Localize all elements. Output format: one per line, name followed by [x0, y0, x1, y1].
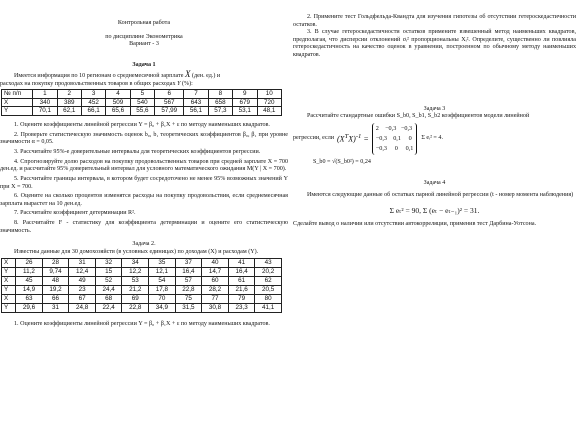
- discipline-line: по дисциплине Эконометрика: [105, 33, 183, 40]
- row-label: Y: [2, 107, 33, 116]
- table-cell: 2: [57, 89, 81, 98]
- table-cell: 4: [106, 89, 130, 98]
- task1-heading: Задача 1: [132, 61, 156, 68]
- task4-text: Имеются следующие данные об остатках парной линейной регрессии (t - номер момента наблюдения): [307, 192, 574, 199]
- table-cell: 12,1: [149, 268, 176, 277]
- table-row: [2, 268, 282, 277]
- row-label: X: [2, 98, 33, 107]
- table-cell: 28,2: [202, 285, 229, 294]
- table-cell: 31: [69, 259, 96, 268]
- covariance-matrix: [372, 123, 418, 155]
- task1-item: 3. Рассчитайте 95%-е доверительные интервалы для теоретических коэффициентов регрессии.: [14, 149, 261, 156]
- table-cell: 79: [228, 294, 255, 303]
- task1-item: 4. Спрогнозируйте долю расходов на покупку продовольственных товаров при средней зарплате X = 700 ден.ед. и рассчитайте 95% доверительный интервал для условного математического ожидания M(Y | X = 700).: [0, 158, 288, 173]
- table-cell: 34,9: [149, 303, 176, 312]
- task1-items: [0, 122, 288, 235]
- table-row: [2, 285, 282, 294]
- table-cell: 80: [255, 294, 282, 303]
- row-label: X: [2, 277, 16, 286]
- left-column: [0, 0, 288, 328]
- table-cell: 15: [95, 268, 122, 277]
- table-row: [2, 277, 282, 286]
- task1-table: [1, 89, 282, 117]
- table-cell: 70: [149, 294, 176, 303]
- table-cell: 23,3: [228, 303, 255, 312]
- table-cell: 66,1: [81, 107, 105, 116]
- sum-residuals: Σ eᵢ² = 4.: [421, 135, 443, 142]
- task3-text-2: регрессии, если: [293, 135, 334, 142]
- table-cell: 643: [184, 98, 208, 107]
- table-cell: 22,4: [95, 303, 122, 312]
- table-cell: 658: [208, 98, 232, 107]
- task2-item3: 3. В случае гетероскедастичности остатков примените взвешенный метод наименьших квадратов, предполагая, что дисперсии отклонений σᵢ² пропорциональны Xᵢ². Определите, существенно ли повлияла гетероскедастичность на качество оценок в уравнении, построенном по обычному методу наименьших квадратов.: [293, 29, 576, 59]
- table-cell: 63: [16, 294, 43, 303]
- table-cell: 12,2: [122, 268, 149, 277]
- row-label: № п/п: [2, 89, 33, 98]
- table-cell: 57,3: [208, 107, 232, 116]
- table-cell: 21,6: [228, 285, 255, 294]
- table-cell: 31,5: [175, 303, 202, 312]
- table-cell: 19,2: [42, 285, 69, 294]
- table-cell: 28: [42, 259, 69, 268]
- table-cell: 509: [106, 98, 130, 107]
- task3-formula: [293, 123, 576, 155]
- table-cell: 30,8: [202, 303, 229, 312]
- task4-heading: Задача 4: [423, 180, 446, 187]
- sb0-formula: S_b0 = √(S_b0²) = 0,24: [313, 158, 371, 165]
- table-cell: 53,1: [233, 107, 257, 116]
- table-cell: 16,4: [228, 268, 255, 277]
- table-cell: 20,5: [255, 285, 282, 294]
- table-cell: 540: [130, 98, 154, 107]
- task2-intro: Известны данные для 30 домохозяйств (в условных единицах) по доходам (X) и расходам (Y).: [14, 248, 259, 255]
- table-cell: 17,8: [149, 285, 176, 294]
- task1-item: 7. Рассчитайте коэффициент детерминации R².: [14, 210, 136, 217]
- table-cell: 67: [69, 294, 96, 303]
- table-cell: 22,8: [122, 303, 149, 312]
- table-cell: 11,2: [16, 268, 43, 277]
- table-cell: 29,6: [16, 303, 43, 312]
- table-cell: 61: [228, 277, 255, 286]
- table-cell: 31: [42, 303, 69, 312]
- table-cell: 45: [16, 277, 43, 286]
- task3-text: Рассчитайте стандартные ошибки S_b0, S_b1, S_b2 коэффициентов модели линейной: [307, 113, 530, 120]
- table-cell: 48,1: [257, 107, 282, 116]
- table-row: [2, 89, 282, 98]
- xtx-inverse: $(X^TX)^{-1}$ =: [337, 133, 369, 144]
- table-cell: 52: [95, 277, 122, 286]
- row-label: X: [2, 259, 16, 268]
- task4-conclusion: Сделайте вывод о наличии или отсутствии автокорреляции, применив тест Дарбина-Уотсона.: [293, 221, 537, 228]
- table-cell: 5: [130, 89, 154, 98]
- table-cell: 9,74: [42, 268, 69, 277]
- task2-heading: Задача 2.: [132, 241, 156, 248]
- table-cell: 22,8: [175, 285, 202, 294]
- table-cell: 66: [42, 294, 69, 303]
- table-cell: 32: [95, 259, 122, 268]
- right-column: [293, 0, 576, 229]
- table-cell: 10: [257, 89, 282, 98]
- row-label: X: [2, 294, 16, 303]
- table-cell: 54: [149, 277, 176, 286]
- table-cell: 56,1: [184, 107, 208, 116]
- table-cell: 60: [202, 277, 229, 286]
- task2-item2: 2. Примените тест Гольдфельда-Квандта для изучения гипотезы об отсутствии гетероскедастичности остатков.: [293, 14, 576, 28]
- table-row: [2, 259, 282, 268]
- table-cell: 53: [122, 277, 149, 286]
- table-cell: 567: [155, 98, 184, 107]
- table-cell: 23: [69, 285, 96, 294]
- task2-item1: 1. Оцените коэффициенты линейной регрессии Y = β₀ + β₁X + ε по методу наименьших квадратов.: [14, 320, 270, 327]
- table-cell: 68: [95, 294, 122, 303]
- table-cell: 40: [202, 259, 229, 268]
- task1-item: 8. Рассчитайте F - статистику для коэффициента детерминации и оцените его статистическую значимость.: [0, 219, 288, 234]
- table-row: [2, 98, 282, 107]
- table-cell: 43: [255, 259, 282, 268]
- task1-item: 1. Оцените коэффициенты линейной регрессии Y = β₀ + β₁X + ε по методу наименьших квадратов.: [14, 122, 270, 129]
- table-cell: 9: [233, 89, 257, 98]
- task3-heading: Задача 3: [423, 105, 446, 112]
- table-cell: 3: [81, 89, 105, 98]
- table-cell: 75: [175, 294, 202, 303]
- row-label: Y: [2, 285, 16, 294]
- table-cell: 21,2: [122, 285, 149, 294]
- table-cell: 8: [208, 89, 232, 98]
- table-cell: 41,1: [255, 303, 282, 312]
- table-cell: 77: [202, 294, 229, 303]
- table-row: [2, 303, 282, 312]
- table-cell: 20,2: [255, 268, 282, 277]
- table-row: [2, 294, 282, 303]
- task1-item: 5. Рассчитайте границы интервала, в котором будет сосредоточено не менее 95% возможных значений Y при X = 700.: [0, 175, 288, 190]
- table-cell: 57: [175, 277, 202, 286]
- table-cell: 16,4: [175, 268, 202, 277]
- table-cell: 69: [122, 294, 149, 303]
- table-cell: 35: [149, 259, 176, 268]
- matrix-row-3: −0,3 0 0,1: [375, 144, 414, 152]
- table-cell: 49: [69, 277, 96, 286]
- row-label: Y: [2, 268, 16, 277]
- task1-item: 2. Проверьте статистическую значимость оценок b₀, b₁ теоретических коэффициентов β₀, β₁ при уровне значимости α = 0,05.: [0, 131, 288, 146]
- table-cell: 24,4: [95, 285, 122, 294]
- matrix-row-2: −0,3 0,1 0: [375, 134, 412, 142]
- table-cell: 720: [257, 98, 282, 107]
- table-cell: 48: [42, 277, 69, 286]
- table-cell: 65,6: [106, 107, 130, 116]
- table-cell: 57,99: [155, 107, 184, 116]
- task1-item: 6. Оцените на сколько процентов изменятся расходы на покупку продовольствия, если среднемесячная зарплата вырастет на 10 ден.ед.: [0, 193, 288, 207]
- task2-table: [1, 258, 282, 312]
- table-cell: 26: [16, 259, 43, 268]
- table-cell: 37: [175, 259, 202, 268]
- table-row: [2, 107, 282, 116]
- table-cell: 679: [233, 98, 257, 107]
- row-label: Y: [2, 303, 16, 312]
- table-cell: 6: [155, 89, 184, 98]
- variant-line: Вариант - 3: [129, 41, 159, 48]
- table-cell: 70,1: [33, 107, 57, 116]
- table-cell: 62,1: [57, 107, 81, 116]
- table-cell: 55,6: [130, 107, 154, 116]
- table-cell: 14,7: [202, 268, 229, 277]
- table-cell: 389: [57, 98, 81, 107]
- table-cell: 1: [33, 89, 57, 98]
- table-cell: 7: [184, 89, 208, 98]
- table-cell: 12,4: [69, 268, 96, 277]
- task1-intro: Имеется информация по 10 регионам о среднемесячной зарплате X (ден. ед.) и: [14, 69, 221, 80]
- matrix-row-1: 2 −0,3 −0,3: [375, 124, 413, 132]
- table-cell: 452: [81, 98, 105, 107]
- table-cell: 340: [33, 98, 57, 107]
- table-cell: 34: [122, 259, 149, 268]
- task1-intro-2: расходах на покупку продовольственных товаров в общих расходах Y (%):: [0, 81, 193, 88]
- table-cell: 24,8: [69, 303, 96, 312]
- task4-formula: Σ eₜ² = 90, Σ (eₜ − eₜ₋₁)² = 31.: [389, 205, 480, 215]
- table-cell: 62: [255, 277, 282, 286]
- document-title: Контрольная работа: [117, 20, 171, 26]
- table-cell: 14,9: [16, 285, 43, 294]
- table-cell: 41: [228, 259, 255, 268]
